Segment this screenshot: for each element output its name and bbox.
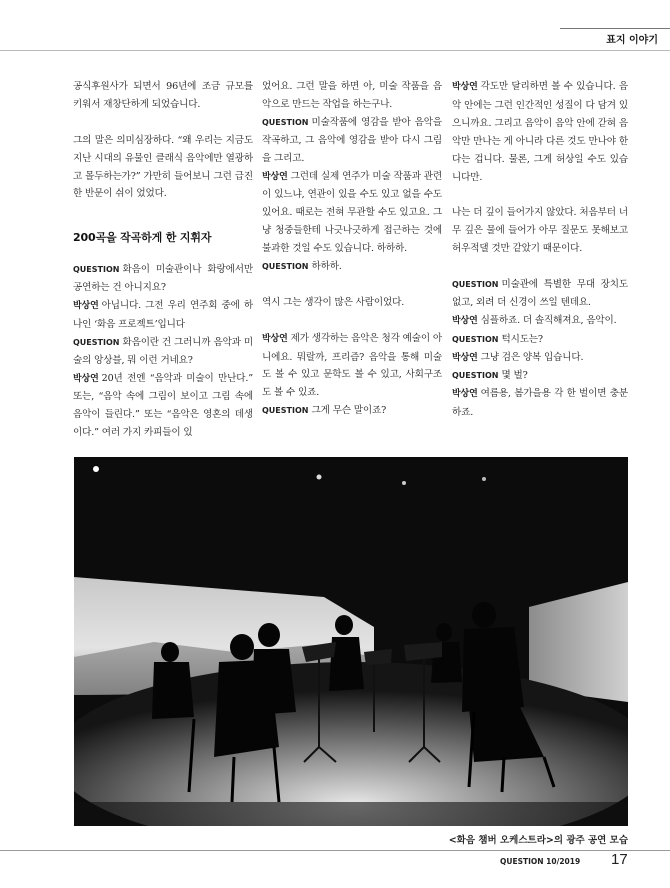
qa-text: 아닙니다. 그전 우리 연주회 중에 하나인 ‘화음 프로젝트’입니다 xyxy=(73,299,253,330)
speaker-tag: 박상연 xyxy=(452,389,478,400)
qa-item xyxy=(262,114,442,168)
qa-item xyxy=(262,402,442,420)
qa-text: 몇 벌? xyxy=(501,370,528,382)
speaker-tag: 박상연 xyxy=(452,315,478,326)
column-3 xyxy=(452,78,628,422)
speaker-tag: QUESTION xyxy=(262,117,309,127)
speaker-tag: 박상연 xyxy=(262,333,288,344)
qa-text: 그냥 검은 양복 입습니다. xyxy=(480,351,584,363)
qa-item xyxy=(452,312,628,331)
speaker-tag: 박상연 xyxy=(262,171,288,182)
speaker-tag: 박상연 xyxy=(452,82,478,92)
qa-item xyxy=(73,297,253,334)
speaker-tag: QUESTION xyxy=(73,337,120,347)
qa-item xyxy=(73,261,253,297)
paragraph: 나는 더 깊이 들어가지 않았다. 처음부터 너무 깊은 물에 들어가 아무 질문도 못해보고 허우적댈 것만 같았기 때문이다. xyxy=(452,207,628,255)
section-title: 표지 이야기 xyxy=(606,35,658,46)
qa-item xyxy=(452,385,628,422)
column-2 xyxy=(262,78,442,420)
paragraph: 공식후원사가 되면서 96년에 조금 규모를 키워서 재창단하게 되었습니다. xyxy=(73,81,253,110)
speaker-tag: 박상연 xyxy=(73,373,99,384)
speaker-tag: 박상연 xyxy=(73,300,99,311)
qa-text: 미술관에 특별한 무대 장치도 없고, 외려 더 신경이 쓰일 텐데요. xyxy=(452,278,628,308)
qa-item xyxy=(452,78,628,186)
speaker-tag: QUESTION xyxy=(262,262,309,272)
page-number: 17 xyxy=(611,851,628,868)
qa-text: 하하하. xyxy=(311,261,342,273)
qa-text: 그게 무슨 말이죠? xyxy=(311,405,387,417)
header-line xyxy=(560,28,670,29)
magazine-issue: QUESTION 10/2019 xyxy=(500,857,581,866)
speaker-tag: 박상연 xyxy=(452,352,478,363)
qa-item xyxy=(262,258,442,276)
speaker-tag: QUESTION xyxy=(73,265,120,275)
speaker-tag: QUESTION xyxy=(452,334,499,344)
qa-text: 제가 생각하는 음악은 청각 예술이 아니에요. 뭐랄까, 프리즘? 음악을 통해 미술도 볼 수 있고 문학도 볼 수 있고, 사회구조도 볼 수 있죠. xyxy=(262,332,442,399)
qa-item xyxy=(452,331,628,349)
concert-photo xyxy=(74,457,628,826)
qa-item xyxy=(73,370,253,443)
qa-text: 화음이란 건 그러니까 음악과 미술의 앙상블, 뭐 이런 거네요? xyxy=(73,336,253,366)
qa-text: 여름용, 봄가을용 각 한 벌이면 충분하죠. xyxy=(452,388,628,419)
header-rule xyxy=(0,50,670,51)
qa-text: 20년 전엔 “음악과 미술이 만난다.” 또는, “음악 속에 그림이 보이고 그림 속에 음악이 들린다.” 또는 “음악은 영혼의 데생이다.” 여러 가지 카피들이 있 xyxy=(73,372,253,439)
qa-item xyxy=(452,367,628,385)
qa-text: 턱시도는? xyxy=(501,333,543,345)
qa-text: 각도만 달리하면 볼 수 있습니다. 음악 안에는 그런 인간적인 성질이 다 담겨 있으니까요. 그리고 음악이 음악 안에 갇혀 음악만 만나는 게 아니라 다른 것도 만나야 한다는 겁니다. 물론, 그게 허상일 수도 있습니다만. xyxy=(452,81,628,183)
paragraph: 역시 그는 생각이 많은 사람이었다. xyxy=(262,296,405,308)
qa-item xyxy=(73,334,253,370)
speaker-tag: QUESTION xyxy=(452,371,499,381)
qa-item xyxy=(452,349,628,368)
qa-text: 미술작품에 영감을 받아 음악을 작곡하고, 그 음악에 영감을 받아 다시 그림을 그리고. xyxy=(262,116,442,164)
qa-item xyxy=(262,330,442,403)
qa-item xyxy=(262,168,442,259)
speaker-tag: QUESTION xyxy=(262,406,309,416)
photo-caption: <화음 챔버 오케스트라>의 광주 공연 모습 xyxy=(448,835,628,846)
qa-text: 화음이 미술관이나 화랑에서만 공연하는 건 아니지요? xyxy=(73,264,253,294)
subheading: 200곡을 작곡하게 한 지휘자 xyxy=(73,231,212,245)
paragraph: 그의 말은 의미심장하다. “왜 우리는 지금도 지난 시대의 유물인 클래식 음악에만 열광하고 몰두하는가?” 가만히 들어보니 그런 급진한 반문이 쉬이 었었다. xyxy=(73,134,253,200)
column-1 xyxy=(73,78,253,442)
paragraph: 었어요. 그런 말을 하면 아, 미술 작품을 음악으로 만드는 작업을 하는구나. xyxy=(262,81,442,110)
qa-item xyxy=(452,276,628,312)
qa-text: 그런데 실제 연주가 미술 작품과 관련이 있느냐, 연관이 있을 수도 있고 없을 수도 있어요. 때로는 전혀 무관할 수도 있고요. 그냥 청중들한테 나긋나긋하게 접근하는 것에 불과한 것일 수도 있습니다. 하하하. xyxy=(262,170,442,255)
qa-text: 심플하죠. 더 솔직해져요, 음악이. xyxy=(480,314,617,326)
footer-rule xyxy=(0,850,670,851)
speaker-tag: QUESTION xyxy=(452,279,499,289)
